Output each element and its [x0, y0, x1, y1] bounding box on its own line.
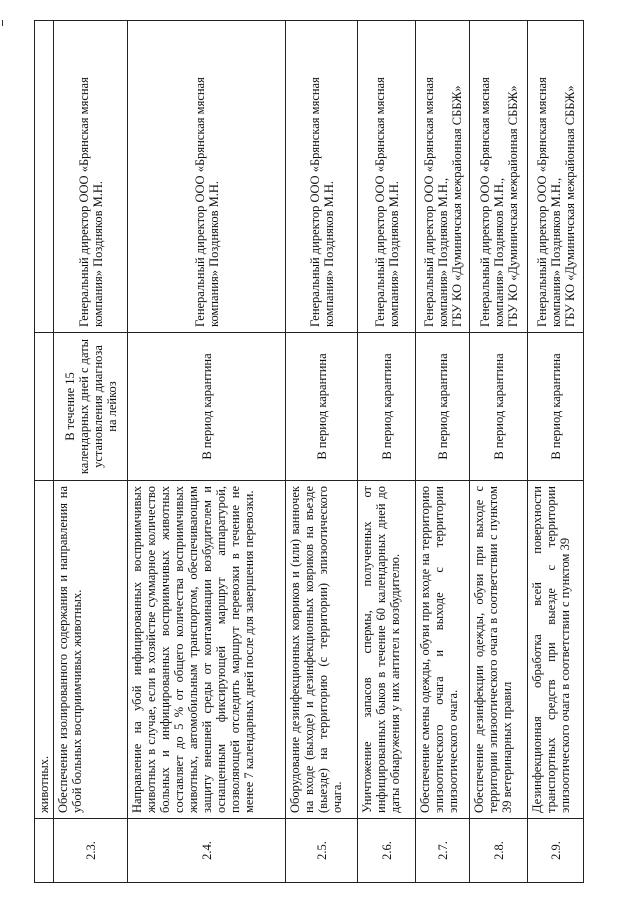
responsible-line: ГБУ КО «Думиничская межрайонная СББЖ» [505, 85, 520, 327]
measure-description: Направление на убой инфицированных восприимчивых животных в случае, если в хозяйстве суммарное количество больных и инфицированных восприимчивых животных составляет до 5 % от общего количества восприимчивых животных, автомобильным транспортом, обеспечивающим защиту внешней среды от контаминации возбудителем и оснащенным фиксирующей маршрут аппаратурой, позволяющей отследить маршрут перевозки в течение не менее 7 календарных дней после для завершения перевозки. [128, 481, 286, 819]
row-number: 2.5. [286, 819, 358, 883]
row-number: 2.4. [128, 819, 286, 883]
measure-term: В период карантина [286, 333, 358, 481]
responsible-line: ГБУ КО «Думиничская межрайонная СББЖ» [562, 85, 577, 327]
measure-term: В период карантина [128, 333, 286, 481]
table-row [528, 21, 584, 883]
measure-term: В период карантина [470, 333, 528, 481]
table-row [54, 21, 128, 883]
measure-term: В период карантина [528, 333, 584, 481]
table-row [358, 21, 416, 883]
responsible-line: Генеральный директор ООО «Брянская мясная компания» Поздняков М.Н. [76, 77, 105, 327]
row-number [35, 819, 54, 883]
responsible-line: Генеральный директор ООО «Брянская мясная компания» Поздняков М.Н. [307, 77, 336, 327]
row-number: 2.8. [470, 819, 528, 883]
responsible-line: Генеральный директор ООО «Брянская мясная компания» Поздняков М.Н., [421, 77, 450, 327]
row-number: 2.6. [358, 819, 416, 883]
measure-description: Обеспечение изолированного содержания и направления на убой больных восприимчивых животных. [54, 481, 128, 819]
measure-description: Обеспечение дезинфекции одежды, обуви при выходе с территории эпизоотического очага в соответствии с пунктом 39 ветеринарных правил [470, 481, 528, 819]
responsible-party [416, 21, 470, 333]
responsible-line: Генеральный директор ООО «Брянская мясная компания» Поздняков М.Н., [534, 77, 563, 327]
row-number: 2.7. [416, 819, 470, 883]
measure-description: Дезинфекционная обработка всей поверхности транспортных средств при выезде с территории эпизоотического очага в соответствии с пунктом 39 [528, 481, 584, 819]
measure-term: В период карантина [358, 333, 416, 481]
measure-term [35, 333, 54, 481]
row-number: 2.3. [54, 819, 128, 883]
responsible-line: Генеральный директор ООО «Брянская мясная компания» Поздняков М.Н. [192, 77, 221, 327]
measure-description: животных. [35, 481, 54, 819]
responsible-line: Генеральный директор ООО «Брянская мясная компания» Поздняков М.Н., [477, 77, 506, 327]
measure-description: Оборудование дезинфекционных ковриков и (или) ванночек на входе (выходе) и дезинфекционных ковриков на въезде (выезде) на территорию (с территории) эпизоотического очага. [286, 481, 358, 819]
responsible-party [128, 21, 286, 333]
measures-table [34, 20, 584, 883]
responsible-party [358, 21, 416, 333]
measure-term: В течение 15 календарных дней с даты установления диагноза на лейкоз [54, 333, 128, 481]
row-number: 2.9. [528, 819, 584, 883]
responsible-party [54, 21, 128, 333]
measure-description: Обеспечение смены одежды, обуви при входе на территорию эпизоотического очага и выходе с территории эпизоотического очага. [416, 481, 470, 819]
responsible-party [470, 21, 528, 333]
measure-term: В период карантина [416, 333, 470, 481]
responsible-party [528, 21, 584, 333]
table-row [35, 21, 54, 883]
table-row [286, 21, 358, 883]
table-row [416, 21, 470, 883]
measure-description: Уничтожение запасов спермы, полученных от инфицированных быков в течение 60 календарных дней до даты обнаружения у них антител к возбудителю. [358, 481, 416, 819]
responsible-line: Генеральный директор ООО «Брянская мясная компания» Поздняков М.Н. [372, 77, 401, 327]
responsible-line: ГБУ КО «Думиничская межрайонная СББЖ» [449, 85, 464, 327]
responsible-party [35, 21, 54, 333]
table-row [128, 21, 286, 883]
responsible-party [286, 21, 358, 333]
table-row [470, 21, 528, 883]
